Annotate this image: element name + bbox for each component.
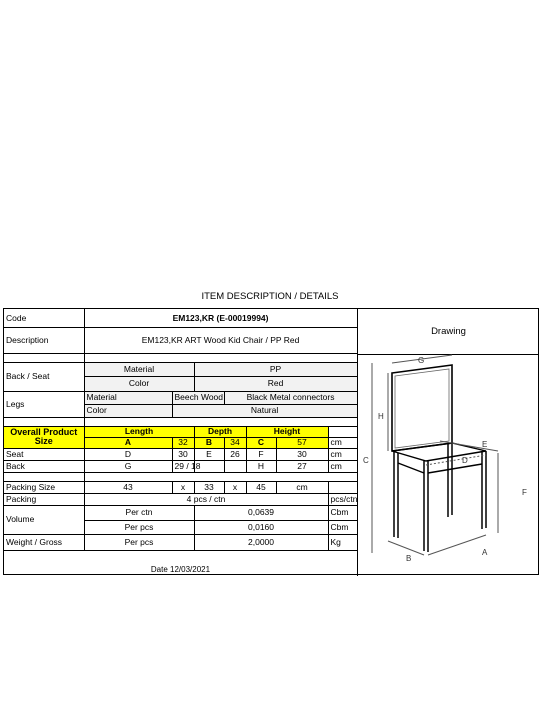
- description-label: Description: [4, 327, 84, 353]
- packing-label: Packing: [4, 493, 84, 505]
- packing-size-v3: 45: [246, 481, 276, 493]
- description-value: EM123,KR ART Wood Kid Chair / PP Red: [84, 327, 357, 353]
- back-g-value: 29 / 18: [172, 460, 194, 472]
- packing-value: 4 pcs / ctn: [84, 493, 328, 505]
- volume-per-ctn-value: 0,0639: [194, 505, 328, 520]
- volume-per-pcs-label: Per pcs: [84, 520, 194, 534]
- seat-unit: cm: [328, 448, 357, 460]
- date-label: Date 12/03/2021: [150, 565, 211, 574]
- overall-size-label: Overall Product Size: [4, 426, 84, 448]
- back-unit: cm: [328, 460, 357, 472]
- dim-e-label: E: [482, 440, 488, 449]
- dim-h-label: H: [378, 412, 384, 421]
- chair-drawing: [358, 355, 538, 575]
- page-heading: ITEM DESCRIPTION / DETAILS: [201, 291, 339, 302]
- dim-f-label: F: [522, 488, 527, 497]
- length-header: Length: [84, 426, 194, 437]
- packing-size-label: Packing Size: [4, 481, 84, 493]
- overall-c-value: 57: [276, 437, 328, 448]
- dim-b-label: B: [406, 554, 412, 563]
- spec-table: [4, 309, 358, 551]
- legs-material-label: Material: [84, 391, 172, 404]
- back-label: Back: [4, 460, 84, 472]
- back-seat-color-value: Red: [194, 376, 357, 391]
- back-h-value: 27: [276, 460, 328, 472]
- packing-unit: pcs/ctn: [328, 493, 357, 505]
- code-label: Code: [4, 309, 84, 327]
- packing-size-unit: cm: [276, 481, 328, 493]
- back-h-label: H: [246, 460, 276, 472]
- seat-f-value: 30: [276, 448, 328, 460]
- weight-label: Weight / Gross: [4, 534, 84, 550]
- back-seat-label: Back / Seat: [4, 362, 84, 391]
- spec-sheet: [3, 308, 539, 575]
- overall-a-label: A: [84, 437, 172, 448]
- back-seat-material-value: PP: [194, 362, 357, 376]
- overall-b-value: 34: [224, 437, 246, 448]
- overall-unit: cm: [328, 437, 357, 448]
- seat-f-label: F: [246, 448, 276, 460]
- code-value: EM123,KR (E-00019994): [84, 309, 357, 327]
- overall-c-label: C: [246, 437, 276, 448]
- packing-size-v2: 33: [194, 481, 224, 493]
- legs-connectors: Black Metal connectors: [224, 391, 357, 404]
- dim-g-label: G: [418, 356, 425, 365]
- packing-size-x2: x: [224, 481, 246, 493]
- height-header: Height: [246, 426, 328, 437]
- dim-d-label: D: [462, 456, 468, 465]
- drawing-area: [357, 309, 539, 576]
- legs-material-value: Beech Wood: [172, 391, 224, 404]
- volume-per-pcs-value: 0,0160: [194, 520, 328, 534]
- back-seat-material-label: Material: [84, 362, 194, 376]
- volume-label: Volume: [4, 505, 84, 534]
- legs-color-label: Color: [84, 404, 172, 417]
- seat-d-value: 30: [172, 448, 194, 460]
- seat-e-label: E: [194, 448, 224, 460]
- overall-a-value: 32: [172, 437, 194, 448]
- back-seat-color-label: Color: [84, 376, 194, 391]
- weight-per-pcs-label: Per pcs: [84, 534, 194, 550]
- dim-a-label: A: [482, 548, 488, 557]
- weight-unit: Kg: [328, 534, 357, 550]
- legs-label: Legs: [4, 391, 84, 417]
- overall-b-label: B: [194, 437, 224, 448]
- packing-size-v1: 43: [84, 481, 172, 493]
- back-g-label: G: [84, 460, 172, 472]
- seat-label: Seat: [4, 448, 84, 460]
- weight-value: 2,0000: [194, 534, 328, 550]
- volume-per-pcs-unit: Cbm: [328, 520, 357, 534]
- legs-color-value: Natural: [172, 404, 357, 417]
- seat-d-label: D: [84, 448, 172, 460]
- drawing-label: Drawing: [358, 309, 539, 355]
- dim-c-label: C: [363, 456, 369, 465]
- packing-size-x1: x: [172, 481, 194, 493]
- volume-per-ctn-unit: Cbm: [328, 505, 357, 520]
- seat-e-value: 26: [224, 448, 246, 460]
- depth-header: Depth: [194, 426, 246, 437]
- volume-per-ctn-label: Per ctn: [84, 505, 194, 520]
